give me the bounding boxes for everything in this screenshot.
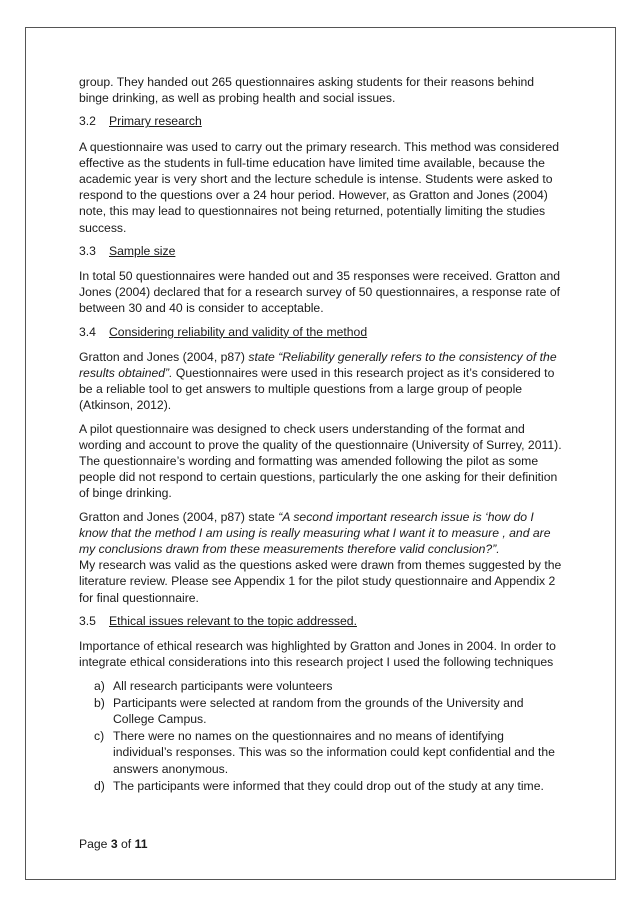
list-marker: b) — [94, 695, 105, 710]
section-number: 3.3 — [79, 243, 96, 258]
quote: state “Reliability generally refers to the consistency of the results obtained”. — [79, 349, 557, 381]
section-number: 3.5 — [79, 613, 96, 628]
document-body — [79, 74, 563, 800]
list-item — [94, 728, 563, 777]
paragraph-research-valid: My research was valid as the questions asked were drawn from themes suggested by the literature review. Please see Appendix 1 for the pilot study questionnaire and Appendix 2 for final questionnaire. — [79, 558, 562, 605]
paragraph: Importance of ethical research was highlighted by Gratton and Jones in 2004. In order to integrate ethical considerations into this research project I used the following techniques — [79, 639, 556, 670]
list-item-text: Participants were selected at random from the grounds of the University and College Campus. — [113, 695, 524, 726]
list-marker: d) — [94, 778, 105, 793]
paragraph: In total 50 questionnaires were handed out and 35 responses were received. Gratton and Jones (2004) declared that for a research survey of 50 questionnaires, a response rate of between 30 and 40 is consider to acceptable. — [79, 269, 561, 316]
list-marker: c) — [94, 729, 105, 744]
page-label: Page — [79, 837, 108, 851]
list-item — [94, 678, 563, 694]
section-title: Ethical issues relevant to the topic addressed. — [109, 613, 357, 628]
paragraph: A questionnaire was used to carry out the primary research. This method was considered effective as the students in full-time education have limited time available, because the academic year is very short and the lecture schedule is intense. Students were asked to respond to the questions over a 24 hour period. However, as Gratton and Jones (2004) note, this may lead to questionnaires not being returned, potentially limiting the studies success. — [79, 139, 560, 235]
section-number: 3.2 — [79, 114, 96, 129]
section-heading-reliability-validity — [79, 324, 563, 340]
of-label: of — [121, 837, 132, 851]
paragraph-pilot: A pilot questionnaire was designed to check users understanding of the format and wording and account to prove the quality of the questionnaire (University of Surrey, 2011). The questionnaire’s wording and formatting was amended following the pilot as some people did not respond to certain questions, particularly the one asking for their definition of binge drinking. — [79, 421, 562, 501]
citation-lead: Gratton and Jones (2004, p87) state — [79, 509, 279, 524]
section-heading-primary-research — [79, 113, 563, 129]
section-title: Primary research — [109, 114, 202, 129]
ethical-techniques-list — [79, 678, 563, 794]
current-page-number: 3 — [110, 837, 118, 851]
section-heading-ethical-issues — [79, 613, 563, 629]
list-item — [94, 695, 563, 727]
quote: “A second important research issue is ‘how do I know that the method I am using is really measuring what I want it to measure , and are my conclusions drawn from these measurements therefore valid conclusion?”. — [79, 509, 551, 557]
section-title: Sample size — [109, 243, 176, 258]
list-item — [94, 778, 563, 794]
paragraph-reliability — [79, 349, 563, 414]
section-title: Considering reliability and validity of the method — [109, 324, 368, 339]
section-number: 3.4 — [79, 324, 96, 339]
list-item-text: There were no names on the questionnaires and no means of identifying individual’s responses. This was so the information could kept confidential and the answers anonymous. — [113, 729, 555, 776]
total-pages-number: 11 — [134, 837, 148, 851]
list-item-text: All research participants were volunteers — [113, 678, 333, 693]
paragraph-validity — [79, 509, 563, 558]
section-heading-sample-size — [79, 243, 563, 259]
list-marker: a) — [94, 678, 105, 693]
citation-lead: Gratton and Jones (2004, p87) — [79, 349, 249, 364]
page-footer — [79, 837, 147, 851]
intro-paragraph: group. They handed out 265 questionnaires asking students for their reasons behind binge drinking, as well as probing health and social issues. — [79, 75, 535, 106]
list-item-text: The participants were informed that they could drop out of the study at any time. — [113, 778, 544, 793]
paragraph-tail: Questionnaires were used in this research project as it’s considered to be a reliable tool to get answers to multiple questions from a large group of people (Atkinson, 2012). — [79, 366, 555, 413]
